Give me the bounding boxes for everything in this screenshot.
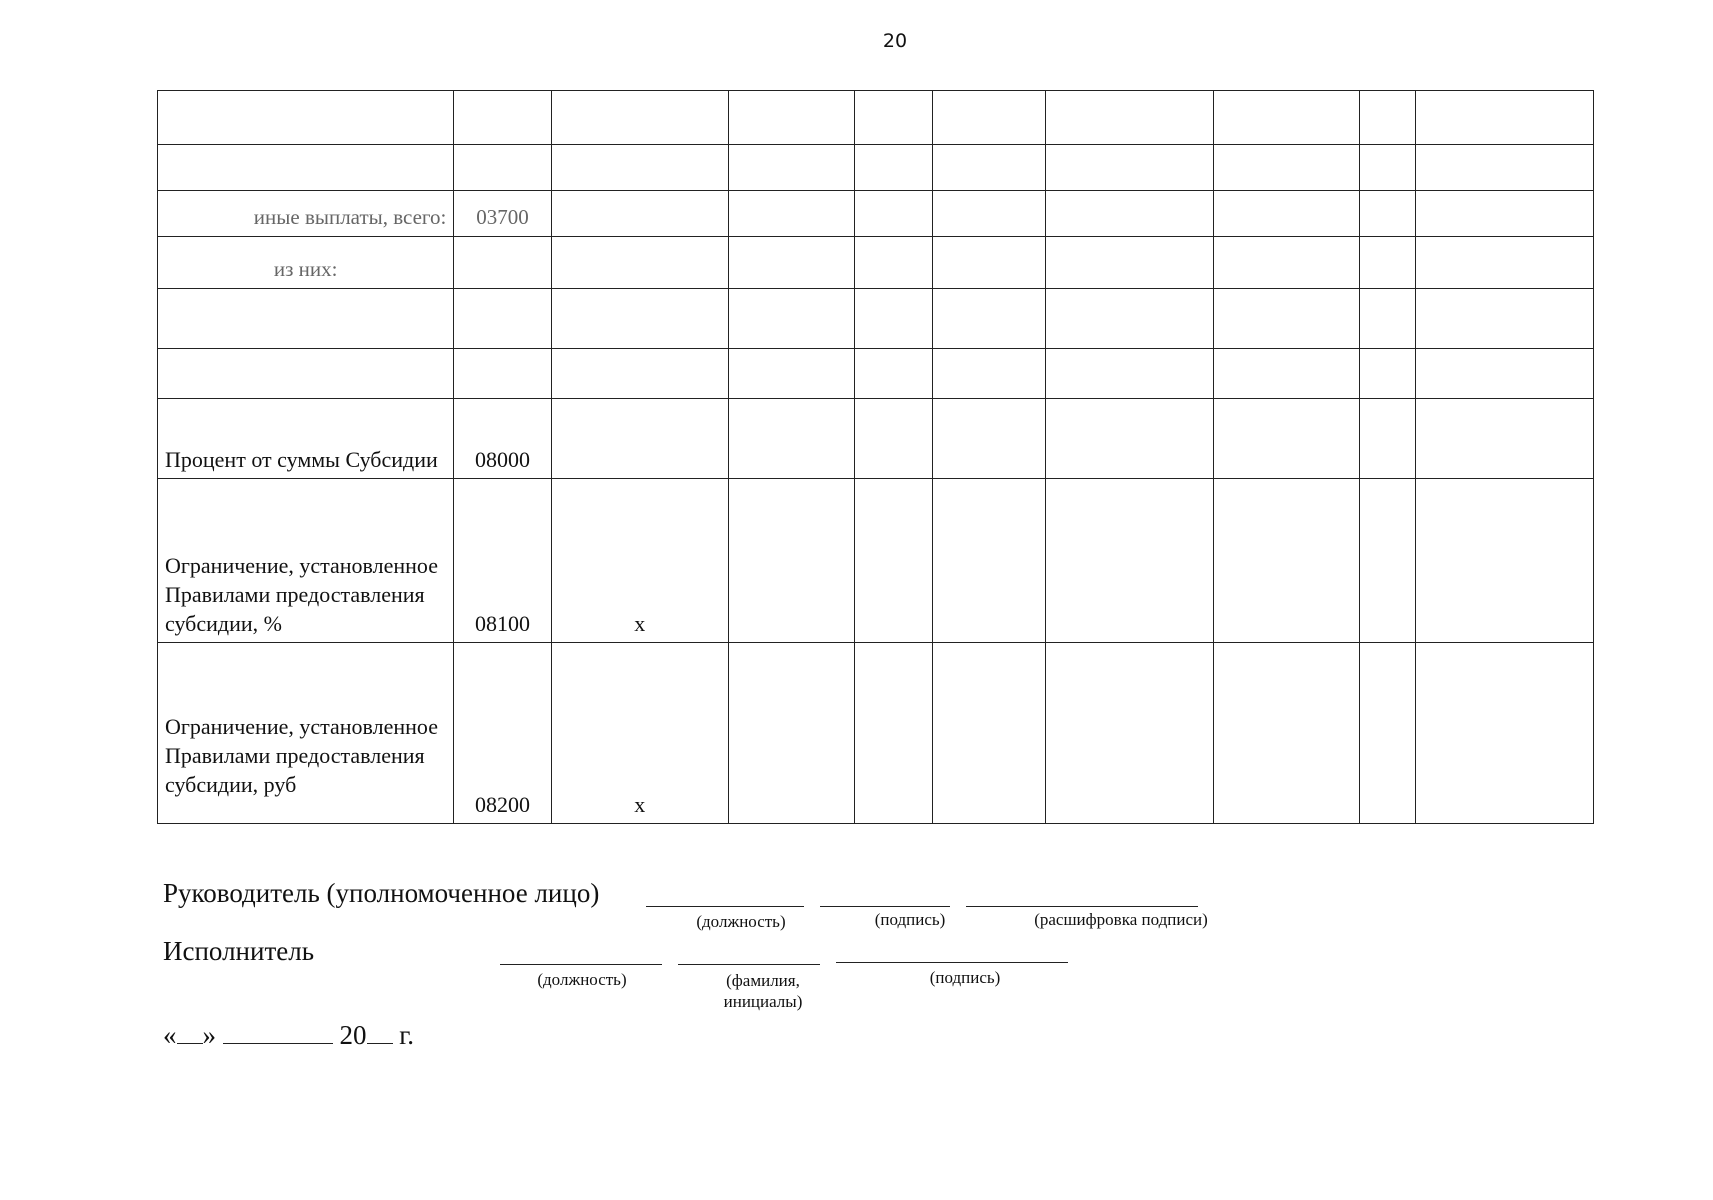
row-x-mark: x [551,479,728,643]
day-blank [177,1043,203,1044]
date-line: « » 20 г. [163,1020,415,1050]
table-row [158,191,1594,237]
year-blank [367,1043,393,1044]
table-row [158,91,1594,145]
report-table [157,90,1594,824]
row-label: Процент от суммы Субсидии [158,399,454,479]
row-label: иные выплаты, всего: [158,191,454,237]
row-code: 08000 [454,399,551,479]
row-x-mark: x [551,643,728,824]
table-row [158,399,1594,479]
executor-sign-line [836,962,1068,963]
executor-name-line [678,964,820,965]
executor-position-line [500,964,662,965]
head-decode-caption: (расшифровка подписи) [1034,910,1208,929]
row-code: 03700 [454,191,551,237]
page-number: 20 [882,30,908,52]
head-position-caption: (должность) [696,912,786,931]
month-blank [223,1043,333,1044]
table-cell [158,91,454,145]
table-row [158,479,1594,643]
row-label: Ограничение, установленное Правилами предоставления субсидии, руб [158,643,454,824]
head-sign-caption: (подпись) [874,910,946,929]
head-decode-line [966,906,1198,907]
head-sign-line [820,906,950,907]
row-label: из них: [158,237,454,289]
executor-name-caption: (фамилия, инициалы) [723,971,803,1011]
executor-position-caption: (должность) [537,970,627,989]
row-label: Ограничение, установленное Правилами предоставления субсидии, % [158,479,454,643]
head-signature-label: Руководитель (уполномоченное лицо) [163,878,600,908]
table-row [158,643,1594,824]
head-position-line [646,906,804,907]
table-row [158,237,1594,289]
executor-label: Исполнитель [163,936,315,966]
executor-sign-caption: (подпись) [929,968,1001,987]
table-row [158,349,1594,399]
table-row [158,289,1594,349]
row-code: 08100 [454,479,551,643]
row-code: 08200 [454,643,551,824]
table-row [158,145,1594,191]
